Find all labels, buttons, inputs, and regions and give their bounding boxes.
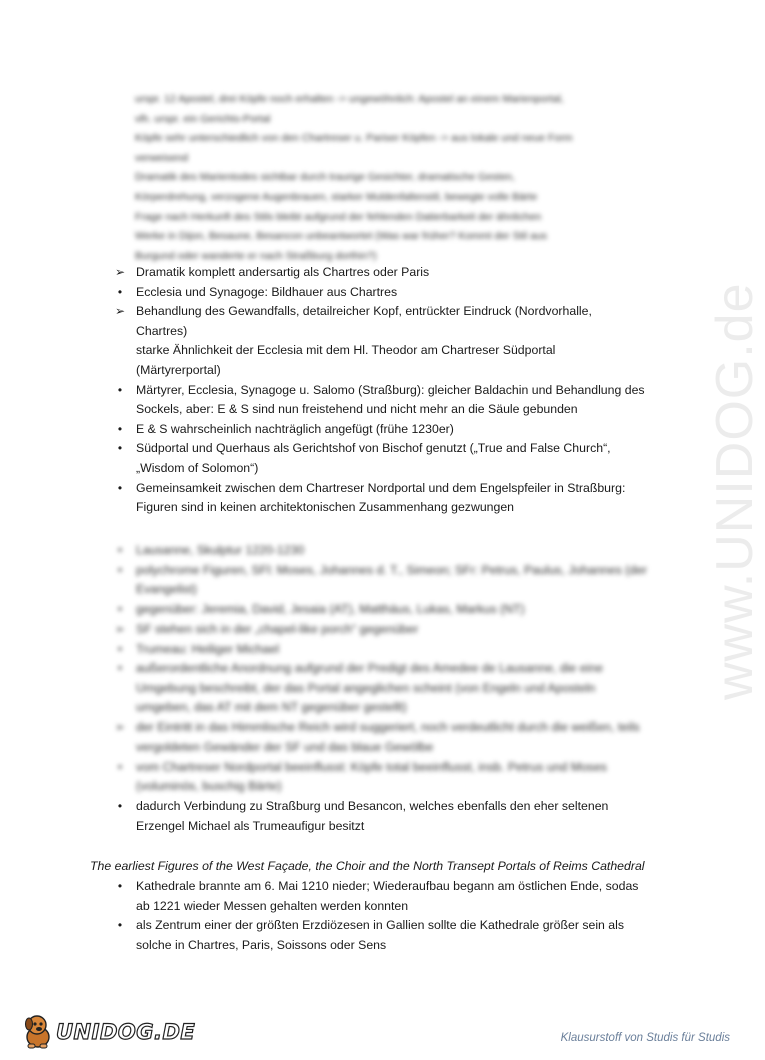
text-line: Erzengel Michael als Trumeaufigur besitzt [136,818,365,833]
list-item-text [136,640,676,660]
list-item-text [136,797,676,836]
blurred-line: verweisend [135,151,189,164]
text-line: ab 1221 wieder Messen gehalten werden konnten [136,898,409,913]
bullet-icon: ➢ [114,621,126,636]
bullet-icon: • [117,641,123,656]
blurred-line: urspr. 12 Apostel, drei Köpfe noch erhalten -> ungewöhnlich: Apostel an einem Marienportal, [135,93,564,105]
list-item-text [136,263,676,283]
bullet-icon: ➢ [114,265,126,279]
blurred-line: vlh. urspr. ein Gerichts-Portal [135,112,271,125]
text-line: Umgebung beschreibt, der das Portal angeglichen scheint (von Engeln und Aposteln [136,680,596,695]
bullet-icon: • [117,421,123,436]
text-line: Gemeinsamkeit zwischen dem Chartreser Nordportal und dem Engelspfeiler in Straßburg: [136,480,626,495]
text-line: Behandlung des Gewandfalls, detailreicher Kopf, entrückter Eindruck (Nordvorhalle, [136,304,592,319]
bullet-icon: • [117,284,123,299]
bullet-icon: • [117,918,123,933]
bullet-icon: • [117,602,123,617]
unidog-logo [22,1012,196,1052]
bullet-icon: • [117,661,123,676]
blurred-line: Dramatik des Marientodes sichtbar durch traurige Gesichter, dramatische Gesten, [135,171,515,184]
section-heading: The earliest Figures of the West Façade, the Choir and the North Transept Portals of Reims Cathedral [90,859,645,873]
list-item-text [136,718,676,757]
text-line: vergoldeten Gewänder der SF und das blaue Gewölbe [136,739,434,754]
text-line: Kathedrale brannte am 6. Mai 1210 nieder; Wiederaufbau begann am östlichen Ende, sodas [136,879,639,893]
text-line: Lausanne, Skulptur 1220-1230 [136,543,305,557]
text-line: Chartres) [136,323,188,338]
bullet-icon: ➢ [114,304,126,319]
list-item-text [136,758,676,797]
text-line: solche in Chartres, Paris, Soissons oder Sens [136,937,387,952]
blurred-line: Körperdrehung, verzogene Augenbrauen, starker Muldenfaltenstil, bewegte volle Bärte [135,190,538,203]
list-item-text [136,439,676,478]
blurred-paragraph [135,90,670,266]
list-item-text [136,283,676,303]
text-line: gegenüber: Jeremia, David, Jesaia (AT), Matthäus, Lukas, Markus (NT) [136,602,525,617]
text-line: umgeben, das AT mit dem NT gegenüber gestellt) [136,700,407,715]
bullet-icon: ➢ [114,720,126,735]
text-line: „Wisdom of Solomon“) [136,460,259,475]
text-line: außerordentliche Anordnung aufgrund der Predigt des Amedee de Lausanne, die eine [136,661,603,676]
watermark: www.UNIDOG.de [706,282,764,700]
list-item-text [136,877,676,916]
text-line: Märtyrer, Ecclesia, Synagoge u. Salomo (Straßburg): gleicher Baldachin und Behandlung des [136,382,645,397]
list-item-text [136,479,676,518]
list-item-text [136,381,676,420]
text-line: Ecclesia und Synagoge: Bildhauer aus Chartres [136,284,398,299]
text-line: SF stehen sich in der „chapel-like porch“ gegenüber [136,621,419,636]
dog-icon [22,1012,56,1050]
text-line: Evangelist) [136,582,197,597]
bullet-icon: • [117,480,123,495]
bullet-icon: • [117,759,123,774]
text-line: polychrome Figuren, SFl: Moses, Johannes d. T., Simeon; SFr: Petrus, Paulus, Johannes (der [136,562,648,577]
text-line: als Zentrum einer der größten Erzdiözesen in Gallien sollte die Kathedrale größer sein als [136,918,625,933]
blurred-line: Werke in Dijon, Besaune, Besancon unbeantwortet (Was war früher? Kommt der Stil aus [135,230,548,243]
text-line: Südportal und Querhaus als Gerichtshof von Bischof genutzt („True and False Church“, [136,441,611,456]
bullet-icon: • [117,441,123,456]
text-line: vom Chartreser Nordportal beeinflusst: Köpfe total beeinflusst, insb. Petrus und Moses [136,759,607,774]
blurred-line: Burgund oder wanderte er nach Straßburg dorthin?) [135,249,377,262]
text-line: starke Ähnlichkeit der Ecclesia mit dem Hl. Theodor am Chartreser Südportal [136,343,556,358]
text-line: E & S wahrscheinlich nachträglich angefügt (frühe 1230er) [136,421,454,436]
bullet-icon: • [117,562,123,577]
list-item-text [136,600,676,620]
logo-text: UNIDOG.DE [56,1020,196,1044]
text-line: Dramatik komplett andersartig als Chartres oder Paris [136,265,430,279]
bullet-icon: • [117,382,123,397]
text-line: (voluminös, buschig Bärte) [136,779,282,794]
text-line: dadurch Verbindung zu Straßburg und Besancon, welches ebenfalls den eher seltenen [136,799,609,813]
list-item-text [136,302,676,380]
text-line: Sockels, aber: E & S sind nun freistehend und nicht mehr an die Säule gebunden [136,402,578,417]
bullet-icon: • [117,879,123,893]
list-item-text [136,420,676,440]
bullet-icon: • [117,543,123,557]
text-line: der Eintritt in das Himmlische Reich wird suggeriert, noch verdeutlicht durch die weißen, teils [136,720,640,735]
blurred-line: Frage nach Herkunft des Stils bleibt aufgrund der fehlenden Datierbarkeit der ähnlichen [135,210,542,223]
blurred-line: Köpfe sehr unterschiedlich von den Chartreser u. Pariser Köpfen -> aus lokale und neue Form [135,132,573,145]
text-line: (Märtyrerportal) [136,362,221,377]
list-item-text [136,659,676,718]
text-line: Trumeau: Heiliger Michael [136,641,280,656]
footer-tagline: Klausurstoff von Studis für Studis [560,1032,730,1044]
list-item-text [136,561,676,600]
text-line: Figuren sind in keinen architektonischen Zusammenhang gezwungen [136,500,515,515]
list-item-text [136,620,676,640]
list-item-text [136,916,676,955]
bullet-icon: • [117,799,123,813]
list-item-text [136,541,676,561]
